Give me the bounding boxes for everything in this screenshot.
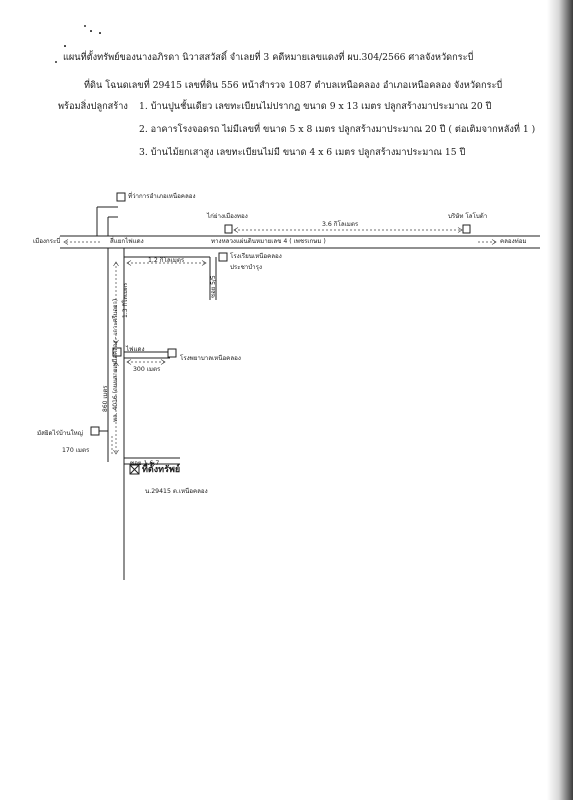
district-office-label: ที่ว่าการอำเภอเหนือคลอง bbox=[128, 193, 196, 200]
road-name-label: ทล. 4016 (ถนนสายเหนือคลอง - เกาะศรีบอยา) bbox=[112, 298, 119, 422]
district-office-box bbox=[117, 193, 125, 201]
distance-300-label: 300 เมตร bbox=[133, 366, 161, 373]
buildings-label: พร้อมสิ่งปลูกสร้าง bbox=[58, 101, 128, 112]
gas-station-label: ไก่ย่างเมืองทอง bbox=[207, 213, 248, 220]
to-khlong-thom-label: คลองท่อม bbox=[500, 238, 527, 245]
distance-1-3-label: 1.3 กิโลเมตร bbox=[122, 282, 129, 318]
soi-property-label: ซอย 1.6.7 bbox=[130, 460, 160, 467]
school-box bbox=[219, 253, 227, 261]
hospital-label: โรงพยาบาลเหนือคลอง bbox=[180, 355, 241, 362]
distance-860-label: 860 เมตร bbox=[102, 385, 109, 412]
gas-station-box bbox=[225, 225, 232, 233]
mosque-label: มัสยิดไร่บ้านใหญ่ bbox=[37, 430, 83, 437]
company-label: บริษัท โลโบด้า bbox=[448, 213, 488, 220]
company-box bbox=[463, 225, 470, 233]
property-label: ที่ตั้งทรัพย์ bbox=[142, 465, 181, 475]
building-item: 2. อาคารโรงจอดรถ ไม่มีเลขที่ ขนาด 5 x 8 เมตร ปลูกสร้างมาประมาณ 20 ปี ( ต่อเติมจากหลังที่ 1 ) bbox=[139, 124, 536, 135]
distance-170-label: 170 เมตร bbox=[62, 447, 90, 454]
school-label: โรงเรียนเหนือคลอง bbox=[230, 253, 282, 260]
building-item: 3. บ้านไม้ยกเสาสูง เลขทะเบียนไม่มี ขนาด 4 x 6 เมตร ปลูกสร้างมาประมาณ 15 ปี bbox=[139, 147, 466, 158]
building-item: 1. บ้านปูนชั้นเดียว เลขทะเบียนไม่ปรากฏ ขนาด 9 x 13 เมตร ปลูกสร้างมาประมาณ 20 ปี bbox=[139, 101, 492, 112]
highway-label: ทางหลวงแผ่นดินหมายเลข 4 ( เพชรเกษม ) bbox=[211, 238, 326, 245]
school-sub-label: ประชาบำรุง bbox=[230, 264, 262, 271]
junction-label: สี่แยกไฟแดง bbox=[110, 238, 144, 245]
property-deed-label: น.29415 ต.เหนือคลอง bbox=[145, 488, 208, 495]
traffic-light-label: ไฟแดง bbox=[126, 346, 145, 353]
land-description: ที่ดิน โฉนดเลขที่ 29415 เลขที่ดิน 556 หน้าสำรวจ 1087 ตำบลเหนือคลอง อำเภอเหนือคลอง จังหวัดกระบี่ bbox=[84, 80, 503, 91]
distance-3-6-label: 3.6 กิโลเมตร bbox=[322, 221, 359, 228]
distance-1-2-label: 1.2 กิโลเมตร bbox=[148, 257, 185, 264]
hospital-box bbox=[168, 349, 176, 357]
soi-school-label: ซอย 5/5 bbox=[210, 275, 217, 298]
mosque-box bbox=[91, 427, 99, 435]
document-title: แผนที่ตั้งทรัพย์ของนางอภิรดา นิวาสสวัสดิ์ จำเลยที่ 3 คดีหมายเลขแดงที่ ผบ.304/2566 ศาลจังหวัดกระบี่ bbox=[63, 52, 474, 63]
to-krabi-label: เมืองกระบี่ bbox=[33, 238, 61, 245]
